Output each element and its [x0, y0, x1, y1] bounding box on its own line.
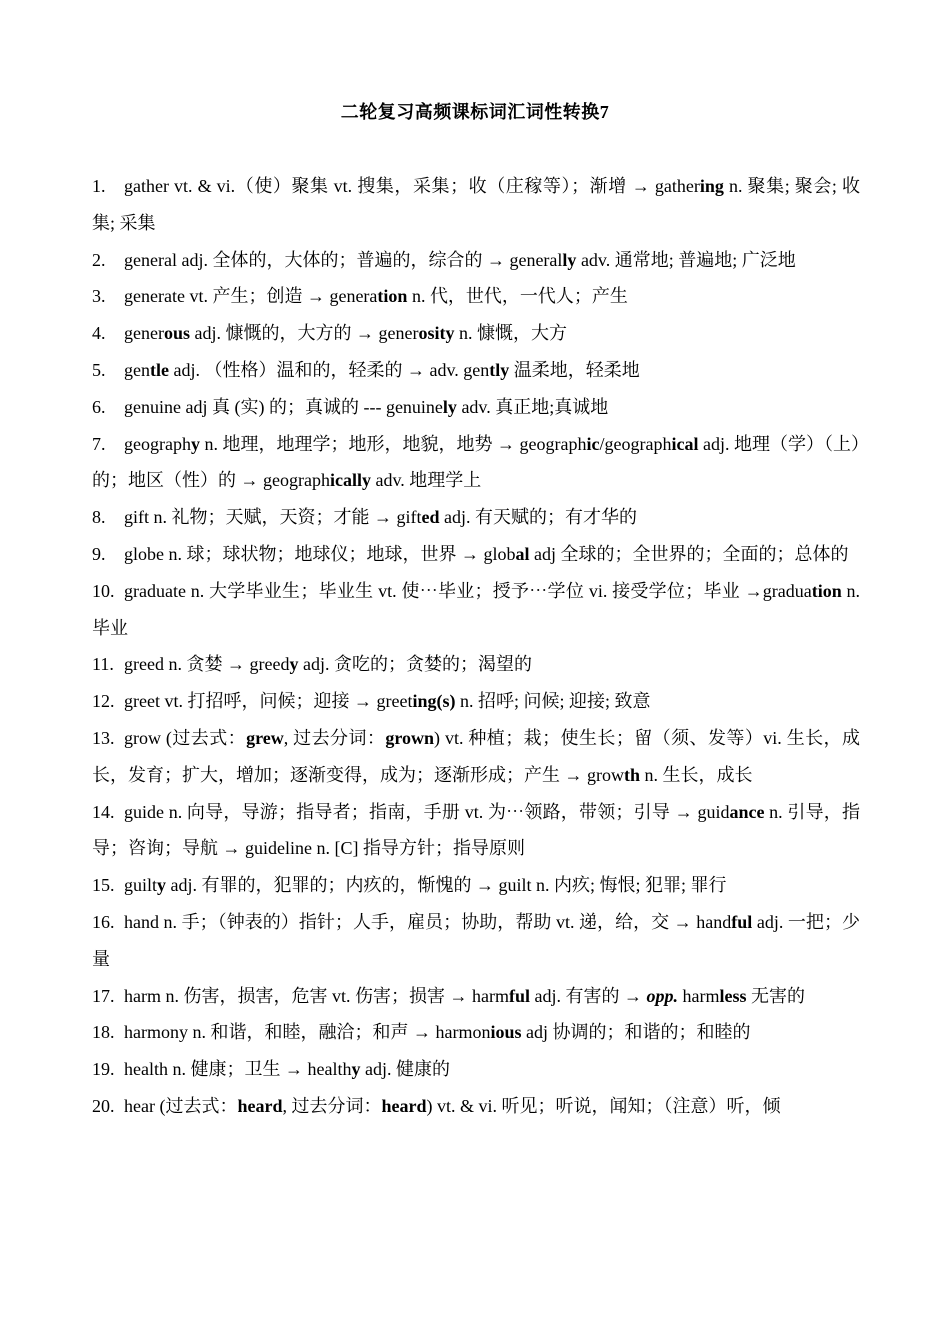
- entry-text: adv. 地理学上: [370, 470, 482, 491]
- entry-text: globe n. 球；球状物；地球仪；地球，世界 → glob: [124, 543, 516, 564]
- entry-text: adj. 贪吃的；贪婪的；渴望的: [298, 654, 532, 675]
- entry-text: n. 地理，地理学；地形，地貌，地势 → geograph: [199, 433, 587, 454]
- derived-suffix: y: [351, 1059, 361, 1080]
- entry-text: gener: [124, 323, 164, 344]
- entry-text: adj. 地理（学）（上）的；地区（性）的 → geograph: [92, 433, 860, 491]
- entry-text: /geograph: [599, 433, 672, 454]
- entry-number: 17.: [92, 985, 115, 1006]
- vocab-entry: [92, 720, 860, 794]
- derived-suffix: ance: [729, 801, 765, 822]
- entry-text: genuine adj 真 (实) 的；真诚的 --- genuine: [124, 396, 443, 417]
- entry-text: adj. 一把；少量: [92, 911, 860, 969]
- entry-text: n. 引导，指导；咨询；导航 → guideline n. [C] 指导方针；指导原则: [92, 801, 860, 859]
- entry-text: greet vt. 打招呼，问候；迎接 → greet: [124, 691, 413, 712]
- vocab-entry: [92, 426, 860, 500]
- entry-number: 3.: [92, 286, 106, 307]
- vocab-entry: [92, 389, 860, 426]
- derived-suffix: ing: [699, 176, 724, 196]
- vocab-entry: [92, 1088, 860, 1125]
- derived-suffix: al: [515, 543, 530, 564]
- derived-suffix: grown: [385, 727, 435, 748]
- vocab-entry: [92, 1014, 860, 1051]
- entry-text: grow (过去式：: [124, 727, 247, 748]
- derived-suffix: y: [289, 654, 299, 675]
- entry-text: adv. 真正地;真诚地: [456, 396, 609, 417]
- entry-text: hear (过去式：: [124, 1095, 238, 1116]
- entry-text: guilt: [124, 875, 158, 896]
- entry-text: n. 毕业: [92, 580, 861, 638]
- entry-number: 8.: [92, 507, 106, 528]
- derived-suffix: less: [719, 985, 747, 1006]
- entry-text: adj 协调的；和谐的；和睦的: [521, 1022, 751, 1043]
- vocab-entry: [92, 904, 860, 978]
- vocab-entry: [92, 168, 860, 242]
- entry-number: 10.: [92, 580, 115, 601]
- entry-text: 无害的: [746, 985, 805, 1006]
- entry-number: 19.: [92, 1059, 115, 1080]
- entry-text: harm: [677, 985, 720, 1006]
- entry-number: 5.: [92, 359, 106, 380]
- vocab-entry: [92, 1051, 860, 1088]
- entry-text: adj. 有天赋的；有才华的: [439, 507, 637, 528]
- entry-text: adv. 通常地; 普遍地; 广泛地: [576, 249, 796, 270]
- entry-text: n. 生长，成长: [640, 764, 753, 785]
- entry-text: harm n. 伤害，损害，危害 vt. 伤害；损害 → harm: [124, 985, 509, 1006]
- entry-text: adj 全球的；全世界的；全面的；总体的: [529, 543, 849, 564]
- derived-suffix: ical: [671, 433, 699, 454]
- vocab-entry: [92, 315, 860, 352]
- entry-number: 9.: [92, 543, 106, 564]
- derived-suffix: heard: [381, 1095, 427, 1116]
- entry-text: n. 代，世代，一代人；产生: [407, 286, 628, 307]
- entry-number: 2.: [92, 249, 106, 270]
- vocab-entry: [92, 573, 860, 647]
- opposite-marker: opp.: [646, 985, 678, 1006]
- derived-suffix: ically: [329, 470, 371, 491]
- derived-suffix: th: [624, 764, 641, 785]
- entry-text: , 过去分词：: [282, 1095, 382, 1116]
- derived-suffix: tion: [377, 286, 408, 307]
- entry-text: greed n. 贪婪 → greed: [124, 654, 290, 675]
- vocab-entry: [92, 352, 860, 389]
- entry-text: geograph: [124, 433, 191, 454]
- derived-suffix: ly: [442, 396, 457, 417]
- entry-number: 7.: [92, 433, 106, 454]
- derived-suffix: heard: [237, 1095, 283, 1116]
- entry-number: 12.: [92, 691, 115, 712]
- derived-suffix: ly: [562, 249, 577, 270]
- derived-suffix: ful: [508, 985, 530, 1006]
- entry-text: ) vt. 种植；栽；使生长；留（须、发等）vi. 生长，成长，发育；扩大，增加；逐渐变得，成为；逐渐形成；产生 → grow: [92, 727, 860, 785]
- entry-number: 16.: [92, 911, 115, 932]
- derived-suffix: ous: [163, 323, 190, 344]
- entry-text: n. 慷慨，大方: [454, 323, 567, 344]
- entry-text: guide n. 向导，导游；指导者；指南，手册 vt. 为⋯领路，带领；引导 → guid: [124, 801, 730, 822]
- derived-suffix: ing(s): [412, 691, 456, 712]
- entry-text: general adj. 全体的，大体的；普遍的，综合的 → general: [124, 249, 563, 270]
- entry-text: generate vt. 产生；创造 → genera: [124, 286, 378, 307]
- entry-text: n. 招呼; 问候; 迎接; 致意: [455, 691, 651, 712]
- entry-text: adj. 慷慨的，大方的 → gener: [190, 323, 419, 344]
- vocabulary-list: [92, 168, 860, 1125]
- derived-suffix: y: [157, 875, 167, 896]
- vocab-entry: [92, 242, 860, 279]
- entry-number: 4.: [92, 323, 106, 344]
- entry-text: ) vt. & vi. 听见；听说，闻知；（注意）听，倾: [426, 1095, 781, 1116]
- entry-text: harmony n. 和谐，和睦，融洽；和声 → harmon: [124, 1022, 491, 1043]
- entry-number: 11.: [92, 654, 114, 675]
- derived-suffix: grew: [246, 727, 284, 748]
- vocab-entry: [92, 794, 860, 868]
- vocab-entry: [92, 278, 860, 315]
- entry-text: 温柔地，轻柔地: [509, 359, 640, 380]
- entry-number: 15.: [92, 875, 115, 896]
- vocab-entry: [92, 646, 860, 683]
- entry-text: gen: [124, 359, 150, 380]
- entry-number: 6.: [92, 396, 106, 417]
- vocab-entry: [92, 867, 860, 904]
- entry-text: , 过去分词：: [283, 727, 386, 748]
- entry-number: 1.: [92, 176, 106, 196]
- entry-text: hand n. 手；（钟表的）指针；人手，雇员；协助，帮助 vt. 递，给，交 → hand: [124, 911, 732, 932]
- derived-suffix: ful: [731, 911, 753, 932]
- entry-text: graduate n. 大学毕业生；毕业生 vt. 使⋯毕业；授予⋯学位 vi. 接受学位；毕业 →gradua: [124, 580, 812, 601]
- derived-suffix: tle: [150, 359, 169, 380]
- derived-suffix: tion: [811, 580, 842, 601]
- entry-text: adj. 有害的 →: [529, 985, 647, 1006]
- derived-suffix: tly: [489, 359, 510, 380]
- document-title: 二轮复习高频课标词汇词性转换7: [340, 102, 610, 122]
- entry-number: 18.: [92, 1022, 115, 1043]
- entry-text: n. 聚集; 聚会; 收集; 采集: [92, 176, 860, 233]
- vocab-entry: [92, 683, 860, 720]
- entry-number: 14.: [92, 801, 115, 822]
- entry-text: adj. 有罪的，犯罪的；内疚的，惭愧的 → guilt n. 内疚; 悔恨; 犯罪; 罪行: [166, 875, 727, 896]
- entry-text: health n. 健康；卫生 → health: [124, 1059, 352, 1080]
- vocab-entry: [92, 499, 860, 536]
- derived-suffix: ious: [490, 1022, 522, 1043]
- entry-text: gather vt. & vi.（使）聚集 vt. 搜集，采集；收（庄稼等）；渐增 → gather: [124, 176, 700, 196]
- entry-text: adj. 健康的: [360, 1059, 450, 1080]
- entry-text: adj. （性格）温和的，轻柔的 → adv. gen: [168, 359, 490, 380]
- derived-suffix: y: [190, 433, 200, 454]
- entry-number: 20.: [92, 1095, 115, 1116]
- entry-text: gift n. 礼物；天赋，天资；才能 → gift: [124, 507, 422, 528]
- entry-number: 13.: [92, 727, 115, 748]
- derived-suffix: osity: [418, 323, 455, 344]
- vocab-entry: [92, 978, 860, 1015]
- derived-suffix: ed: [421, 507, 440, 528]
- derived-suffix: ic: [586, 433, 600, 454]
- vocab-entry: [92, 536, 860, 573]
